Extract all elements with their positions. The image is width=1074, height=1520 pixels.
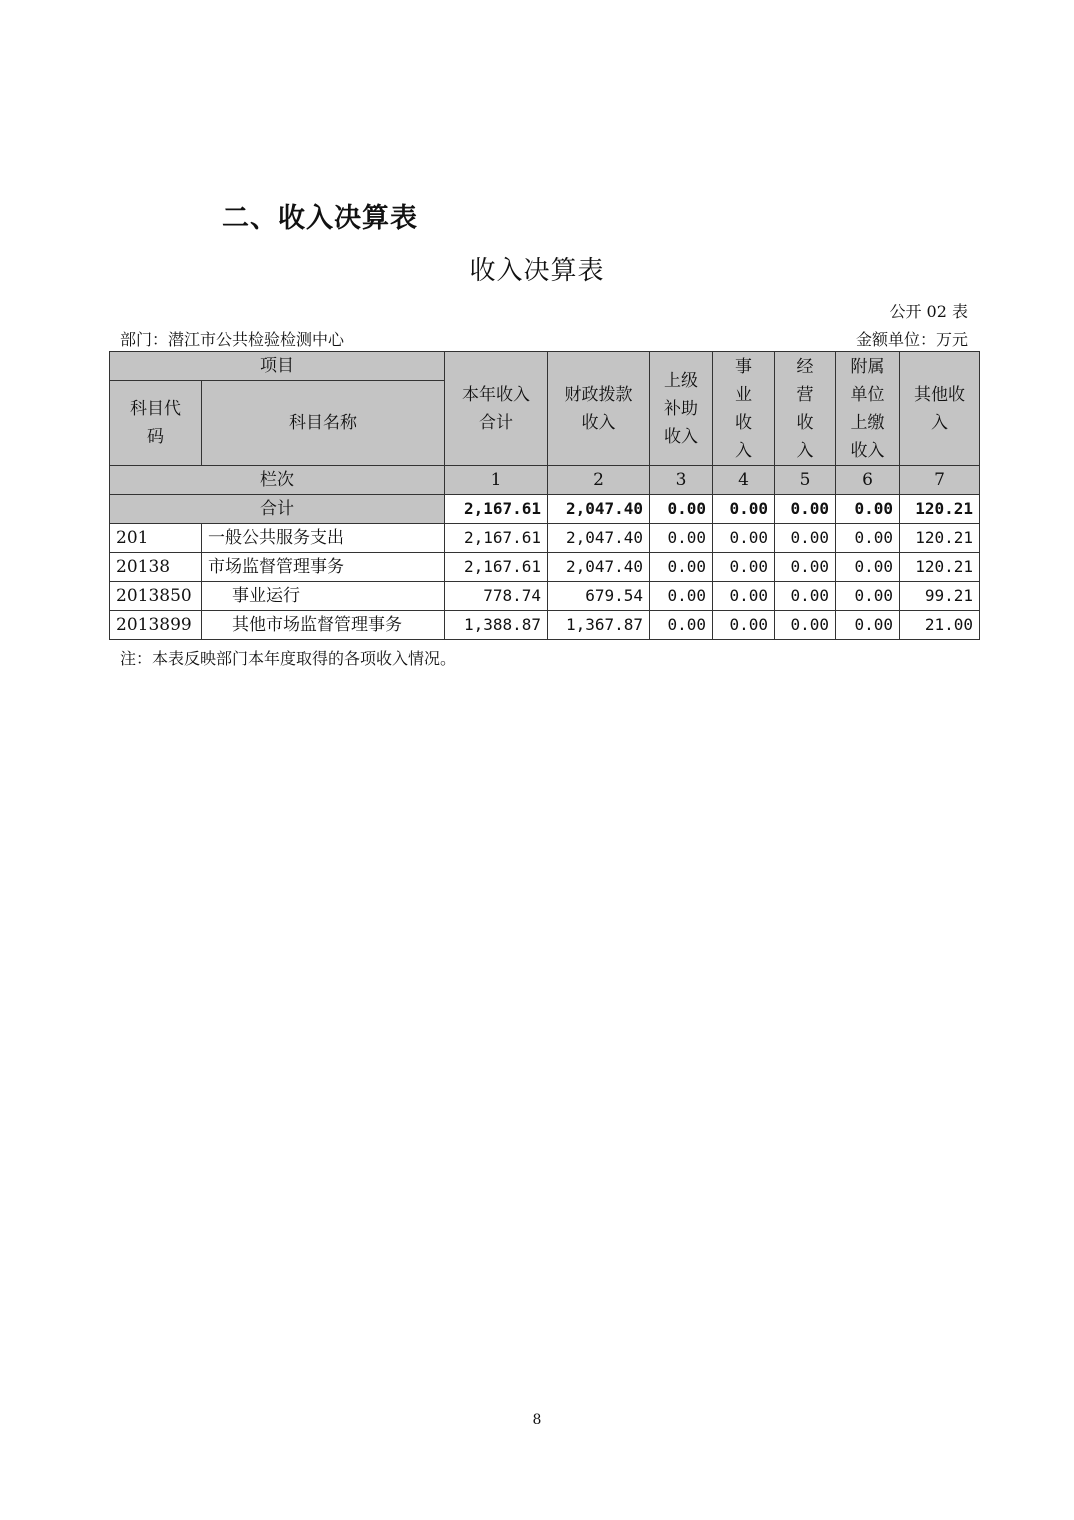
col-number: 4: [713, 466, 775, 495]
header-project: 项目: [110, 352, 445, 381]
cell-value: 0.00: [713, 582, 775, 611]
cell-value: 0.00: [836, 553, 900, 582]
header-business-income: 事业收入: [713, 352, 775, 466]
total-value: 0.00: [713, 495, 775, 524]
table-row: [110, 582, 980, 611]
col-number: 7: [900, 466, 980, 495]
table-row: [110, 611, 980, 640]
total-value: 2,167.61: [445, 495, 548, 524]
total-value: 0.00: [650, 495, 713, 524]
header-operating-income: 经营收入: [775, 352, 836, 466]
cell-value: 0.00: [775, 582, 836, 611]
page-number: 8: [532, 1412, 542, 1428]
cell-value: 2,047.40: [548, 553, 650, 582]
subject-name: 事业运行: [202, 582, 445, 611]
cell-value: 21.00: [900, 611, 980, 640]
cell-value: 1,367.87: [548, 611, 650, 640]
total-value: 120.21: [900, 495, 980, 524]
total-row: [110, 495, 980, 524]
subject-name: 市场监督管理事务: [202, 553, 445, 582]
cell-value: 679.54: [548, 582, 650, 611]
cell-value: 0.00: [650, 553, 713, 582]
cell-value: 99.21: [900, 582, 980, 611]
subject-code: 20138: [110, 553, 202, 582]
cell-value: 0.00: [650, 611, 713, 640]
cell-value: 0.00: [713, 611, 775, 640]
amount-unit-label: 金额单位：万元: [855, 330, 968, 349]
total-value: 2,047.40: [548, 495, 650, 524]
header-row-index: 栏次: [110, 466, 445, 495]
subject-name: 其他市场监督管理事务: [202, 611, 445, 640]
cell-value: 0.00: [836, 611, 900, 640]
header-affiliated-remittance: 附属单位上缴收入: [836, 352, 900, 466]
department-label: 部门：潜江市公共检验检测中心: [120, 330, 345, 349]
header-fiscal-appropriation: 财政拨款收入: [548, 352, 650, 466]
cell-value: 1,388.87: [445, 611, 548, 640]
section-title: 二、收入决算表: [222, 203, 418, 234]
col-number: 2: [548, 466, 650, 495]
col-number: 3: [650, 466, 713, 495]
subject-code: 2013850: [110, 582, 202, 611]
cell-value: 0.00: [650, 582, 713, 611]
table-row: [110, 524, 980, 553]
header-other-income: 其他收入: [900, 352, 980, 466]
form-number: 公开 02 表: [889, 302, 968, 321]
total-label: 合计: [110, 495, 445, 524]
header-total-income: 本年收入合计: [445, 352, 548, 466]
cell-value: 120.21: [900, 553, 980, 582]
cell-value: 2,167.61: [445, 524, 548, 553]
table-note: 注：本表反映部门本年度取得的各项收入情况。: [120, 649, 457, 668]
cell-value: 120.21: [900, 524, 980, 553]
cell-value: 0.00: [713, 524, 775, 553]
cell-value: 0.00: [650, 524, 713, 553]
subject-code: 201: [110, 524, 202, 553]
cell-value: 0.00: [775, 553, 836, 582]
total-value: 0.00: [836, 495, 900, 524]
header-subject-name: 科目名称: [202, 381, 445, 466]
col-number: 1: [445, 466, 548, 495]
cell-value: 0.00: [775, 524, 836, 553]
subject-code: 2013899: [110, 611, 202, 640]
total-value: 0.00: [775, 495, 836, 524]
cell-value: 778.74: [445, 582, 548, 611]
table-title: 收入决算表: [469, 256, 605, 286]
cell-value: 0.00: [775, 611, 836, 640]
col-number: 6: [836, 466, 900, 495]
header-superior-subsidy: 上级补助收入: [650, 352, 713, 466]
income-report-table: [109, 351, 980, 640]
cell-value: 0.00: [836, 524, 900, 553]
cell-value: 0.00: [713, 553, 775, 582]
col-number: 5: [775, 466, 836, 495]
header-subject-code: 科目代码: [110, 381, 202, 466]
cell-value: 2,167.61: [445, 553, 548, 582]
cell-value: 0.00: [836, 582, 900, 611]
table-row: [110, 553, 980, 582]
cell-value: 2,047.40: [548, 524, 650, 553]
subject-name: 一般公共服务支出: [202, 524, 445, 553]
